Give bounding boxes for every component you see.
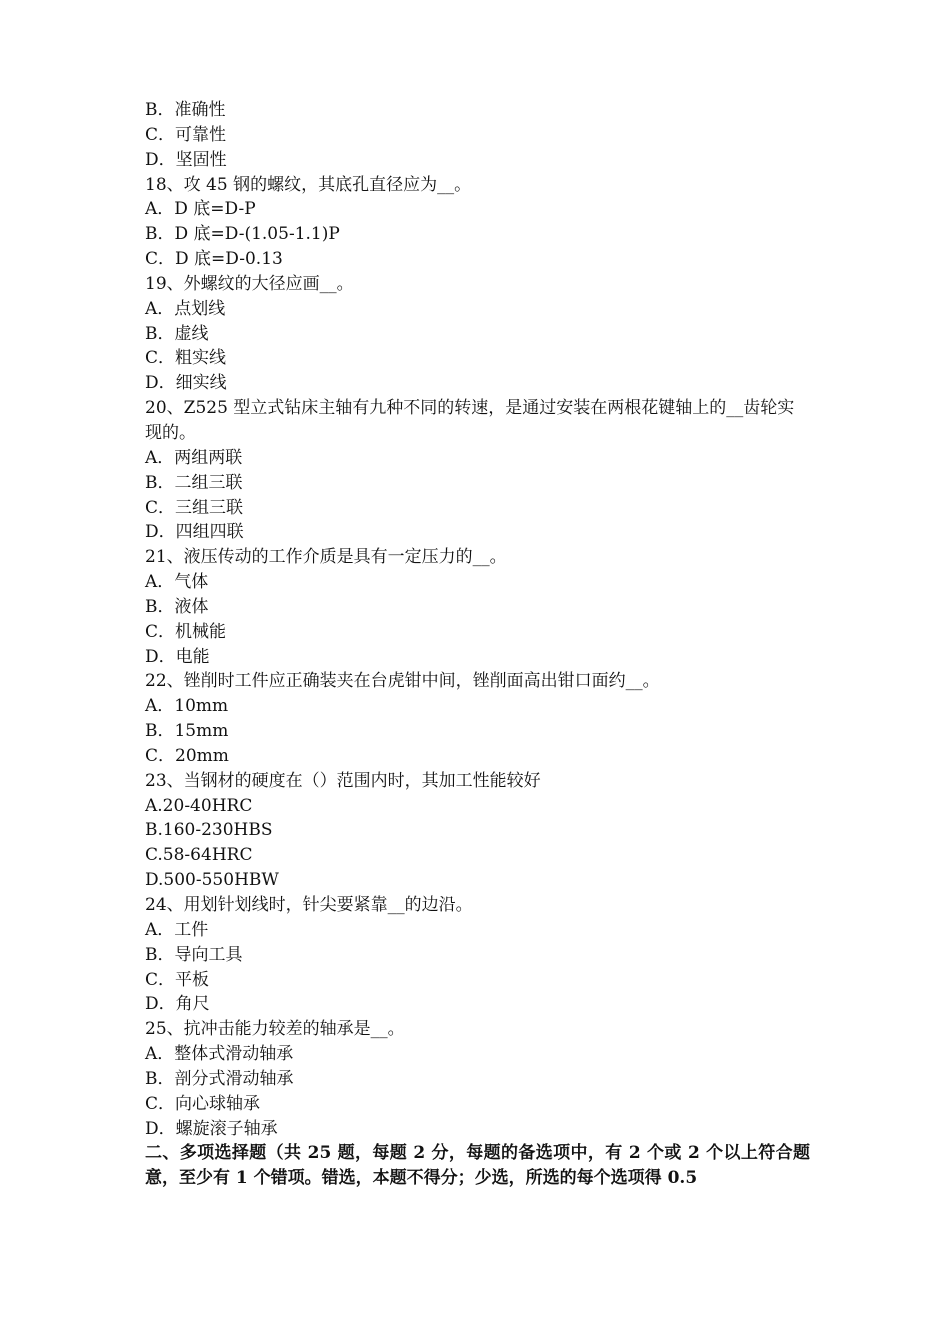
question-stem: 23、当钢材的硬度在（）范围内时，其加工性能较好 <box>145 770 541 791</box>
answer-option: C．三组三联 <box>145 497 244 518</box>
answer-option: D．螺旋滚子轴承 <box>145 1118 278 1139</box>
answer-option: C．机械能 <box>145 621 227 642</box>
answer-option: B．15mm <box>145 721 229 742</box>
answer-option: C.58-64HRC <box>145 845 253 866</box>
answer-option: A．气体 <box>145 572 209 593</box>
answer-option: C．向心球轴承 <box>145 1093 261 1114</box>
question-stem: 22、锉削时工件应正确装夹在台虎钳中间，锉削面高出钳口面约__。 <box>145 671 660 692</box>
question-stem: 18、攻 45 钢的螺纹，其底孔直径应为__。 <box>145 174 472 195</box>
answer-option: C．平板 <box>145 969 210 990</box>
question-stem: 20、Z525 型立式钻床主轴有九种不同的转速，是通过安装在两根花键轴上的__齿轮实现的。 <box>145 398 795 443</box>
answer-option: C．D 底=D-0.13 <box>145 249 283 270</box>
answer-option: D.500-550HBW <box>145 870 279 891</box>
answer-option: C．可靠性 <box>145 124 227 145</box>
answer-option: B．虚线 <box>145 323 209 344</box>
question-stem: 24、用划针划线时，针尖要紧靠__的边沿。 <box>145 895 473 915</box>
answer-option: B.160-230HBS <box>145 820 273 841</box>
question-stem: 21、液压传动的工作介质是具有一定压力的__。 <box>145 547 507 568</box>
answer-option: D．坚固性 <box>145 149 227 170</box>
answer-option: B．剖分式滑动轴承 <box>145 1068 294 1089</box>
answer-option: D．电能 <box>145 646 210 667</box>
answer-option: A．点划线 <box>145 298 226 319</box>
question-stem: 25、抗冲击能力较差的轴承是__。 <box>145 1019 405 1040</box>
answer-option: B．D 底=D-(1.05-1.1)P <box>145 224 340 245</box>
answer-option: A．工件 <box>145 919 209 940</box>
answer-option: B．导向工具 <box>145 944 243 965</box>
answer-option: B．二组三联 <box>145 472 243 493</box>
answer-option: B．液体 <box>145 596 209 617</box>
answer-option: A．整体式滑动轴承 <box>145 1044 294 1065</box>
section-heading-multiple-choice: 二、多项选择题（共 25 题，每题 2 分，每题的备选项中，有 2 个或 2 个以上符合题意，至少有 1 个错项。错选，本题不得分；少选，所选的每个选项得 0.5 <box>145 1143 810 1189</box>
answer-option: D．细实线 <box>145 373 227 394</box>
answer-option: D．角尺 <box>145 994 210 1015</box>
answer-option: A．两组两联 <box>145 447 243 468</box>
answer-option: A．D 底=D-P <box>145 199 256 220</box>
question-list <box>145 98 810 1141</box>
answer-option: A．10mm <box>145 696 229 717</box>
answer-option: C．20mm <box>145 745 229 766</box>
answer-option: B．准确性 <box>145 100 226 120</box>
answer-option: A.20-40HRC <box>145 795 253 816</box>
answer-option: D．四组四联 <box>145 522 244 543</box>
document-page <box>145 98 810 1191</box>
question-stem: 19、外螺纹的大径应画__。 <box>145 273 354 294</box>
answer-option: C．粗实线 <box>145 348 227 369</box>
